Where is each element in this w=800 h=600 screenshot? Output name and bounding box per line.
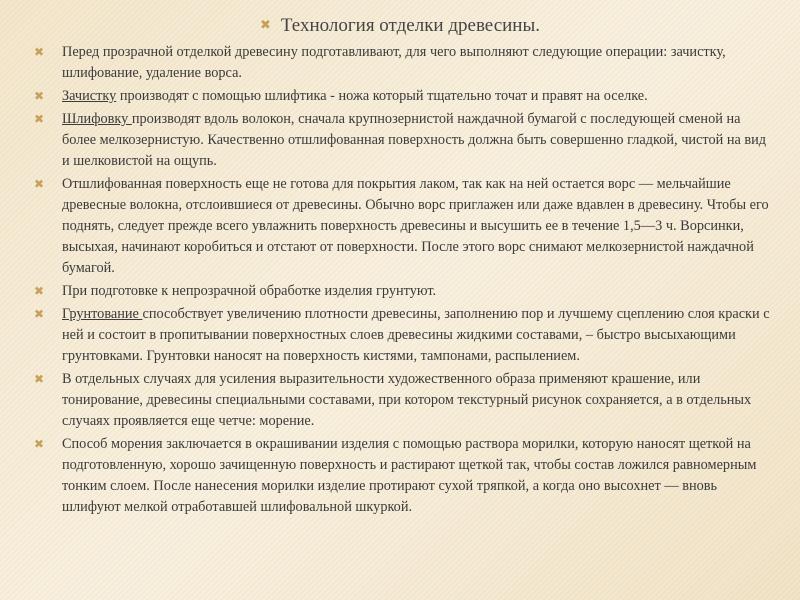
paragraph-preparation [34,42,774,84]
paragraph-text: Перед прозрачной отделкой древесину подготавливают, для чего выполняют следующие операции: зачистку, шлифование, удаление ворса. [62,44,726,81]
term-cleaning: Зачистку [62,88,117,104]
paragraph-text: способствует увеличению плотности древесины, заполнению пор и лучшему сцеплению слоя краски с ней и состоит в пропитывании поверхностных слоев древесины жидкими составами, – быстро высыхающими грунтовками. Грунтовки наносят на поверхность кистями, тампонами, распылением. [62,306,770,364]
term-priming: Грунтование [62,306,143,322]
bullet-icon: ✖ [34,372,45,386]
bullet-icon: ✖ [34,284,45,298]
bullet-icon: ✖ [34,45,45,59]
bullet-icon: ✖ [34,307,45,321]
paragraph-text: Способ морения заключается в окрашивании изделия с помощью раствора морилки, которую наносят щеткой на подготовленную, хорошо зачищенную поверхность и растирают щеткой так, чтобы состав ложился равномерным тонким слоем. После нанесения морилки изделие протирают сухой тряпкой, а когда оно высохнет — вновь шлифуют мелкой отработавшей шлифовальной шкуркой. [62,436,757,515]
paragraph-text: Отшлифованная поверхность еще не готова для покрытия лаком, так как на ней остается ворс — мельчайшие древесные волокна, отслоившиеся от древесины. Обычно ворс приглажен или даже вдавлен в древесину. Чтобы его поднять, следует прежде всего увлажнить поверхность древесины и высушить ее в течение 1,5—3 ч. Ворсинки, высыхая, начинают коробиться и отстают от поверхности. После этого ворс снимают мелкозернистой наждачной бумагой. [62,176,769,276]
paragraph-cleaning [34,86,774,107]
paragraph-text: производят с помощью шлифтика - ножа который тщательно точат и правят на оселке. [116,88,648,104]
paragraph-staining [34,434,774,518]
paragraph-text: производят вдоль волокон, сначала крупнозернистой наждачной бумагой с последующей сменой на более мелкозернистую. Качественно отшлифованная поверхность должна быть совершенно гладкой, чистой на вид и шелковистой на ощупь. [62,111,767,169]
bullet-icon: ✖ [34,437,45,451]
paragraph-toning [34,369,774,432]
slide-title-row [0,14,800,39]
bullet-icon: ✖ [34,112,45,126]
slide-title: Технология отделки древесины. [280,15,540,36]
slide-body [34,42,774,520]
paragraph-priming [34,304,774,367]
paragraph-pile [34,174,774,279]
term-sanding: Шлифовку [62,111,132,127]
paragraph-sanding [34,109,774,172]
paragraph-priming-intro [34,281,774,302]
bullet-icon: ✖ [34,177,45,191]
paragraph-text: В отдельных случаях для усиления выразительности художественного образа применяют крашение, или тонирование, древесины специальными составами, при котором текстурный рисунок сохраняется, а в отдельных случаях проявляется еще четче: морение. [62,371,752,429]
title-bullet-icon: ✖ [259,17,271,32]
bullet-icon: ✖ [34,89,45,103]
paragraph-text: При подготовке к непрозрачной обработке изделия грунтуют. [62,283,437,299]
